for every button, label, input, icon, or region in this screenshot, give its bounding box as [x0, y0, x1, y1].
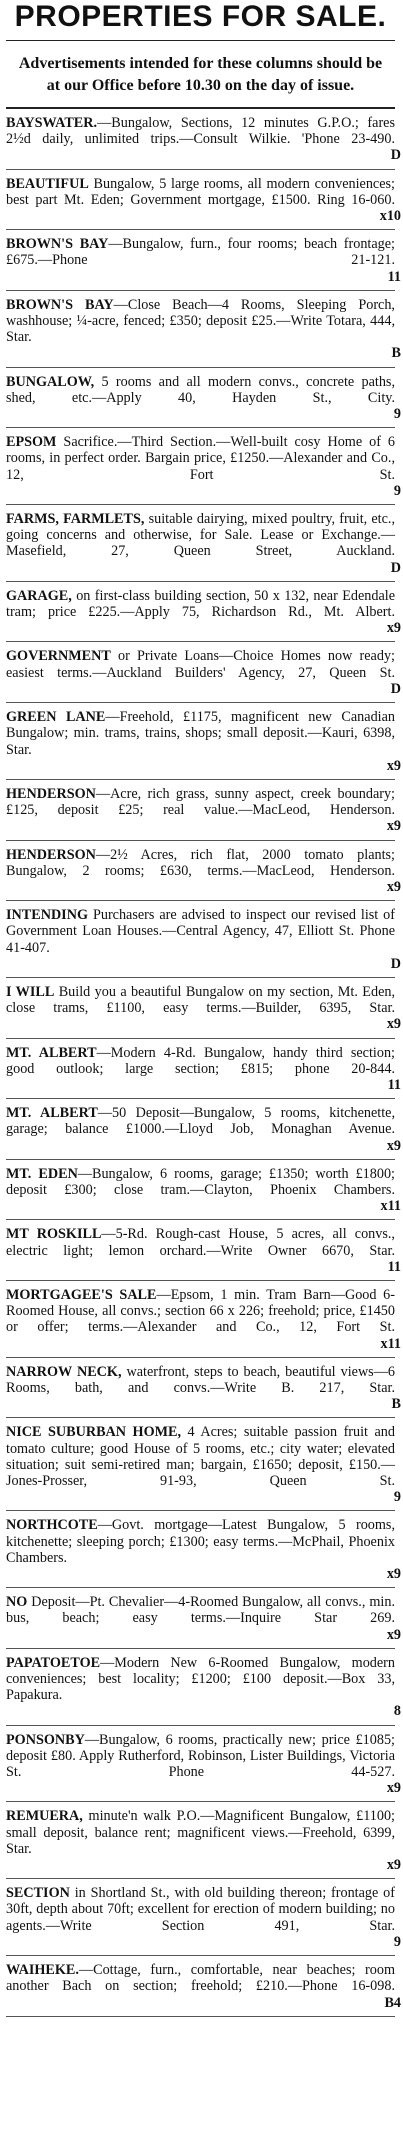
ad-lead: MT ROSKILL	[6, 1226, 102, 1243]
ad-text: —Close Beach—4 Rooms, Sleeping Porch, washhouse; ¼-acre, fenced; £350; deposit £25.—Write Totara, 444, Star.	[6, 296, 395, 346]
ad-code: 8	[393, 1703, 401, 1720]
ad-code: x9	[386, 620, 401, 637]
ad-lead: MT. ALBERT	[6, 1044, 97, 1061]
submission-notice: Advertisements intended for these columns should be at our Office before 10.30 on the day of issue.	[18, 55, 383, 94]
ad-text: Sacrifice.—Third Section.—Well-built cosy Home of 6 rooms, in perfect order. Bargain price, £1250.—Alexander and Co., 12, Fort St.	[6, 434, 395, 483]
ad-lead: REMUERA,	[6, 1808, 83, 1825]
ad-code: x9	[386, 1780, 401, 1797]
ad-code: 9	[393, 482, 401, 499]
ad-code: x10	[379, 208, 401, 225]
ad-code: x9	[386, 1566, 401, 1583]
ad-code: 9	[393, 1489, 401, 1506]
ad-code: x9	[386, 1016, 401, 1033]
ad-lead: MORTGAGEE'S SALE	[6, 1286, 157, 1303]
ad-text: Deposit—Pt. Chevalier—4-Roomed Bungalow, all convs., min. bus, beach; easy terms.—Inquire Star 269.	[6, 1594, 395, 1627]
classified-ad	[6, 1649, 401, 1726]
ad-text: minute'n walk P.O.—Magnificent Bungalow, £1100; small deposit, balance rent; magnificent views.—Freehold, 6399, Star.	[6, 1808, 395, 1857]
ad-code: x9	[386, 878, 401, 895]
classified-ad	[6, 901, 401, 978]
ad-lead: GREEN LANE	[6, 709, 106, 726]
ad-text: or Private Loans—Choice Homes now ready; easiest terms.—Auckland Builders' Agency, 27, Queen St.	[6, 648, 395, 681]
ad-code: x11	[380, 1335, 401, 1352]
ad-lead: NARROW NECK,	[6, 1363, 122, 1380]
classified-ad	[6, 368, 401, 429]
ad-lead: BROWN'S BAY	[6, 236, 109, 253]
ad-text: on first-class building section, 50 x 132, near Edendale tram; price £225.—Apply 75, Richardson Rd., Mt. Albert.	[6, 587, 395, 621]
ad-lead: BROWN'S BAY	[6, 296, 114, 313]
ad-text: —Cottage, furn., comfortable, near beaches; room another Bach on section; freehold; £210.—Phone 16-098.	[6, 1962, 395, 1995]
classified-ad	[6, 1802, 401, 1879]
ad-text: Bungalow, 5 large rooms, all modern conveniences; best part Mt. Eden; Government mortgage, £1500. Ring 16-060.	[6, 175, 395, 208]
classified-ad	[6, 1726, 401, 1803]
classified-ad	[6, 230, 401, 291]
ad-lead: NICE SUBURBAN HOME,	[6, 1424, 182, 1441]
classified-ad	[6, 1220, 401, 1281]
ad-code: 11	[387, 1076, 401, 1093]
ad-text: —Bungalow, 6 rooms, garage; £1350; worth £1800; deposit £300; close tram.—Clayton, Phoenix Chambers.	[6, 1165, 395, 1198]
ad-code: D	[390, 147, 401, 164]
ad-lead: PONSONBY	[6, 1731, 85, 1748]
ad-lead: BAYSWATER.	[6, 115, 98, 131]
ad-code: x9	[386, 757, 401, 774]
ad-code: 9	[393, 1933, 401, 1950]
classified-ad	[6, 841, 401, 902]
classified-ad	[6, 1879, 401, 1956]
ad-text: —Freehold, £1175, magnificent new Canadian Bungalow; min. trams, trains, shops; small deposit.—Kauri, 6398, Star.	[6, 709, 395, 758]
ad-text: 4 Acres; suitable passion fruit and tomato culture; good House of 5 rooms, etc.; city water; elevated situation; suit semi-retired man; bargain, £1650; deposit, £150.—Jones-Prosser, 91-93, Queen St.	[6, 1424, 395, 1490]
ad-code: x9	[386, 1626, 401, 1643]
ad-list	[6, 109, 401, 2017]
classified-ad	[6, 1511, 401, 1588]
ad-lead: BEAUTIFUL	[6, 175, 89, 192]
ad-lead: HENDERSON	[6, 785, 96, 802]
ad-text: —Modern New 6-Roomed Bungalow, modern conveniences; best locality; £1200; £100 deposit.—Box 33, Papakura.	[6, 1654, 395, 1704]
ad-lead: INTENDING	[6, 907, 88, 924]
ad-lead: HENDERSON	[6, 846, 96, 863]
classified-ad	[6, 1956, 401, 2017]
page-heading: PROPERTIES FOR SALE.	[14, 0, 387, 33]
ad-text: in Shortland St., with old building thereon; frontage of 30ft, depth about 70ft; excellent for erection of modern building; no agents.—Write Section 491, Star.	[6, 1885, 395, 1934]
ad-lead: I WILL	[6, 983, 55, 1000]
ad-code: D	[390, 955, 401, 972]
ad-code: D	[390, 680, 401, 697]
ad-lead: NO	[6, 1594, 28, 1611]
ad-code: B	[391, 1396, 401, 1413]
ad-lead: NORTHCOTE	[6, 1517, 98, 1534]
classified-ad	[6, 1099, 401, 1160]
ad-text: —50 Deposit—Bungalow, 5 rooms, kitchenette, garage; balance £1000.—Lloyd Job, Monaghan Avenue.	[6, 1105, 395, 1138]
ad-text: suitable dairying, mixed poultry, fruit, etc., going concerns and otherwise, for Sale. Lease or Exchange.—Masefield, 27, Queen Street, Auckland.	[6, 511, 395, 560]
ad-lead: FARMS, FARMLETS,	[6, 511, 145, 528]
classified-ad	[6, 505, 401, 582]
ad-code: 9	[393, 406, 401, 423]
classified-ad	[6, 703, 401, 780]
ad-code: 11	[387, 1258, 401, 1275]
ad-code: x9	[386, 1857, 401, 1874]
ad-lead: PAPATOETOE	[6, 1654, 101, 1671]
ad-code: B	[391, 345, 401, 362]
classified-ad	[6, 109, 401, 170]
ad-lead: GARAGE,	[6, 587, 72, 604]
ad-code: x9	[386, 1137, 401, 1154]
ad-code: 11	[387, 268, 401, 285]
classified-ad	[6, 978, 401, 1039]
ad-text: 5 rooms and all modern convs., concrete paths, shed, etc.—Apply 40, Hayden St., City.	[6, 373, 395, 406]
ad-text: —2½ Acres, rich flat, 2000 tomato plants; Bungalow, 2 rooms; £630, terms.—MacLeod, Henderson.	[6, 846, 395, 879]
ad-code: x11	[380, 1198, 401, 1215]
ad-lead: GOVERNMENT	[6, 648, 111, 665]
classified-ad	[6, 1418, 401, 1511]
classified-ad	[6, 291, 401, 368]
ad-code: D	[390, 559, 401, 576]
classified-ad	[6, 1281, 401, 1358]
ad-text: waterfront, steps to beach, beautiful views—6 Rooms, bath, and convs.—Write B. 217, Star.	[6, 1363, 395, 1396]
ad-text: —Bungalow, Sections, 12 minutes G.P.O.; fares 2½d daily, unlimited trips.—Consult Wilkie. 'Phone 23-490.	[6, 115, 395, 148]
ad-code: B4	[384, 1994, 401, 2011]
ad-lead: SECTION	[6, 1885, 70, 1902]
ad-text: —Bungalow, furn., four rooms; beach frontage; £675.—Phone 21-121.	[6, 236, 395, 269]
classified-ad	[6, 428, 401, 505]
classified-ad	[6, 1160, 401, 1221]
ad-lead: MT. EDEN	[6, 1165, 78, 1182]
classified-ad	[6, 780, 401, 841]
classified-ad	[6, 642, 401, 703]
ad-lead: BUNGALOW,	[6, 373, 95, 390]
ad-text: —Epsom, 1 min. Tram Barn—Good 6-Roomed House, all convs.; section 66 x 226; freehold; price, £1450 or offer; terms.—Alexander and Co., 12, Fort St.	[6, 1286, 396, 1336]
ad-text: —Modern 4-Rd. Bungalow, handy third section; good outlook; large section; £815; phone 20-844.	[6, 1044, 395, 1077]
ad-text: —5-Rd. Rough-cast House, 5 acres, all convs., electric light; lemon orchard.—Write Owner 6670, Star.	[6, 1226, 395, 1259]
ad-text: —Acre, rich grass, sunny aspect, creek boundary; £125, deposit £25; real value.—MacLeod, Henderson.	[6, 785, 395, 819]
ad-lead: WAIHEKE.	[6, 1962, 79, 1979]
classified-ad	[6, 170, 401, 231]
ad-text: —Govt. mortgage—Latest Bungalow, 5 rooms, kitchenette; sleeping porch; £1300; easy terms.—McPhail, Phoenix Chambers.	[6, 1517, 395, 1566]
classified-ad	[6, 1039, 401, 1100]
classified-ad	[6, 582, 401, 643]
ad-text: Purchasers are advised to inspect our revised list of Government Loan Houses.—Central Agency, 47, Elliott St. Phone 41-407.	[6, 907, 395, 956]
classified-ad	[6, 1588, 401, 1649]
ad-code: x9	[386, 818, 401, 835]
ad-text: Build you a beautiful Bungalow on my section, Mt. Eden, close trams, £1100, easy terms.—Builder, 6395, Star.	[6, 983, 396, 1017]
classified-ad	[6, 1358, 401, 1419]
ad-lead: MT. ALBERT	[6, 1105, 98, 1122]
ad-lead: EPSOM	[6, 434, 57, 451]
ad-text: —Bungalow, 6 rooms, practically new; price £1085; deposit £80. Apply Rutherford, Robinson, Lister Buildings, Victoria St. Phone 44-527.	[6, 1731, 395, 1781]
